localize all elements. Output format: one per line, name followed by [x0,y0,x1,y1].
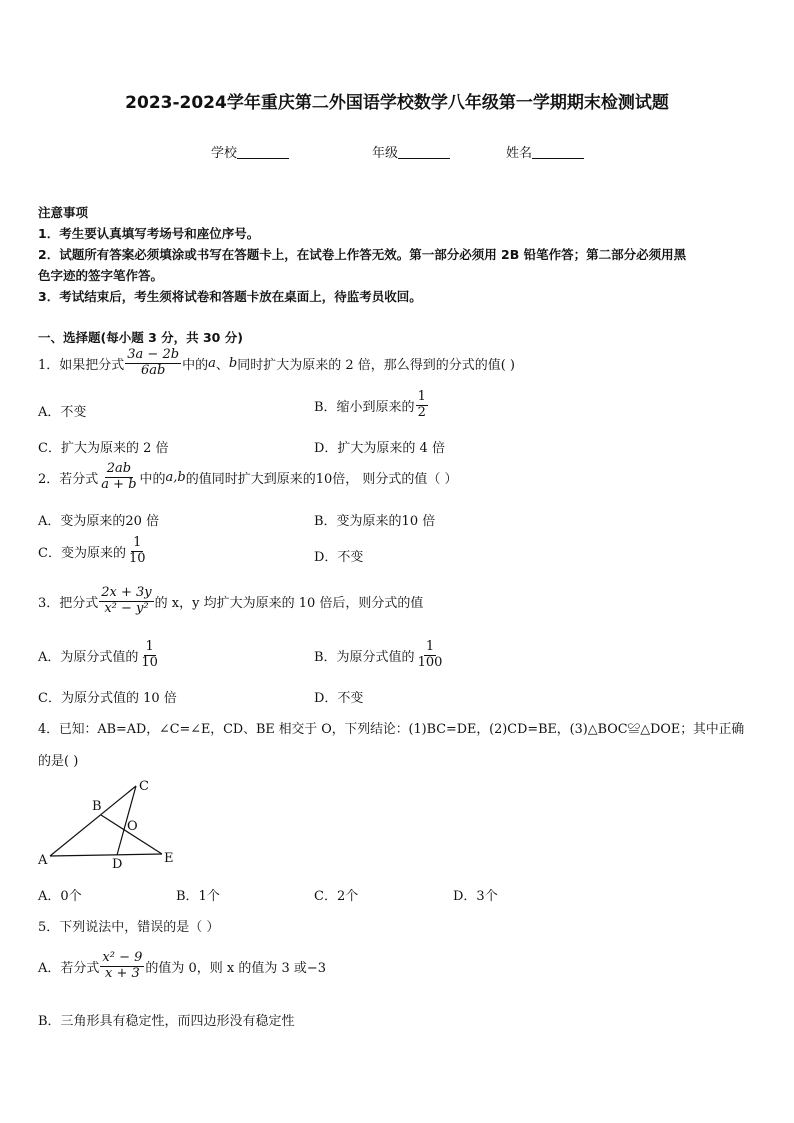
q2-optc-den: 10 [128,550,146,566]
note-item-2-cont: 色字迹的签字笔作答。 [38,268,164,283]
q4-geometry-figure [30,772,190,872]
school-label: 学校 [211,146,238,161]
question-4-line1: 4．已知：AB=AD，∠C=∠E，CD、BE 相交于 O，下列结论：(1)BC=DE，(2)CD=BE，(3)△BOC≌△DOE；其中正确 [38,722,745,737]
q2-option-a[interactable]: A．变为原来的20 倍 [38,514,160,529]
question-3 [38,586,423,617]
q3-opta-fraction [139,640,160,671]
q3-optb-text: B．为原分式值的 [314,649,415,665]
label-d: D [112,857,123,872]
q3-opta-den: 10 [141,654,158,670]
q2-pre: 2．若分式 [38,471,99,487]
q1-optb-den: 2 [417,404,426,420]
q2-vars: a,b [165,469,186,485]
q2-frac-num: 2ab [106,461,132,476]
q3-optb-fraction [416,640,445,671]
section-heading: 一、选择题(每小题 3 分，共 30 分) [38,330,243,345]
q1-sep: 、 [215,357,229,373]
q1-option-b[interactable] [314,390,429,421]
label-a: A [38,853,48,868]
q1-frac-num: 3a − 2b [127,347,180,362]
label-e: E [164,851,174,866]
q5-opta-pre: A．若分式 [38,960,100,976]
note-item-3: 3．考试结束后，考生须将试卷和答题卡放在桌面上，待监考员收回。 [38,289,422,304]
q1-option-d[interactable]: D．扩大为原来的 4 倍 [314,441,445,456]
q3-option-a[interactable] [38,640,161,671]
q1-optb-num: 1 [417,389,426,404]
q1-optb-text: B．缩小到原来的 [314,399,415,415]
q5-opta-num: x² − 9 [102,950,143,965]
label-o: O [127,819,138,834]
q2-mid: 中的 [139,471,166,487]
question-1 [38,348,515,379]
q5-opta-post: 的值为 0，则 x 的值为 3 或−3 [145,960,327,976]
q4-option-a[interactable]: A．0个 [38,889,82,904]
q1-post: 同时扩大为原来的 2 倍，那么得到的分式的值( ) [237,357,515,373]
q2-frac-den: a + b [101,476,137,492]
q3-pre: 3．把分式 [38,595,99,611]
q4-option-c[interactable]: C．2个 [314,889,359,904]
page-title: 2023-2024学年重庆第二外国语学校数学八年级第一学期期末检测试题 [125,93,669,113]
grade-blank[interactable] [398,146,450,159]
q3-fraction [99,586,153,617]
q3-opta-num: 1 [145,639,154,654]
label-c: C [139,779,149,794]
q2-optc-num: 1 [133,535,142,550]
q1-fraction [125,348,181,379]
q5-opta-fraction [100,951,144,982]
q3-optb-den: 100 [417,654,443,670]
note-item-2: 2．试题所有答案必须填涂或书写在答题卡上，在试卷上作答无效。第一部分必须用 2B 铅笔作答；第二部分必须用黑 [38,247,687,262]
q1-mid: 中的 [182,357,209,373]
q4-option-d[interactable]: D．3个 [453,889,498,904]
q1-option-a[interactable]: A．不变 [38,405,87,420]
school-field[interactable] [211,142,289,161]
grade-field[interactable] [372,142,450,161]
q2-optc-text: C．变为原来的 [38,545,126,561]
name-blank[interactable] [532,146,584,159]
q2-optc-fraction [127,536,148,567]
q5-option-b[interactable]: B．三角形具有稳定性，而四边形没有稳定性 [38,1014,295,1029]
q5-option-a[interactable] [38,951,326,982]
q2-option-b[interactable]: B．变为原来的10 倍 [314,514,436,529]
label-b: B [92,799,102,814]
question-2 [38,462,458,493]
q3-optb-num: 1 [425,639,435,654]
q1-pre: 1．如果把分式 [38,357,125,373]
q3-opta-text: A．为原分式值的 [38,649,139,665]
q5-opta-den: x + 3 [105,965,140,981]
q2-post: 的值同时扩大到原来的10倍， 则分式的值（ ） [185,471,458,487]
q1-frac-den: 6ab [141,362,166,378]
name-field[interactable] [506,142,584,161]
notes-heading: 注意事项 [38,205,89,220]
segment-ae [50,854,162,856]
q3-frac-den: x² − y² [104,600,149,616]
q2-fraction [99,462,138,493]
school-blank[interactable] [237,146,289,159]
q3-post: 的 x，y 均扩大为原来的 10 倍后，则分式的值 [154,595,424,611]
q1-option-c[interactable]: C．扩大为原来的 2 倍 [38,441,169,456]
q3-option-d[interactable]: D．不变 [314,691,364,706]
q2-option-d[interactable]: D．不变 [314,550,364,565]
note-item-1: 1．考生要认真填写考场号和座位序号。 [38,226,260,241]
name-label: 姓名 [506,146,533,161]
q1-var-b: b [228,355,238,371]
question-5: 5．下列说法中，错误的是（ ） [38,920,220,935]
q1-optb-fraction [416,390,428,421]
grade-label: 年级 [372,146,399,161]
q3-option-c[interactable]: C．为原分式值的 10 倍 [38,691,177,706]
q2-option-c[interactable] [38,536,149,567]
segment-ac [50,786,136,856]
question-4-line2: 的是( ) [38,754,79,769]
q1-var-a: a [208,355,216,371]
q3-frac-num: 2x + 3y [101,585,152,600]
q3-option-b[interactable] [314,640,445,671]
q4-option-b[interactable]: B．1个 [176,889,220,904]
